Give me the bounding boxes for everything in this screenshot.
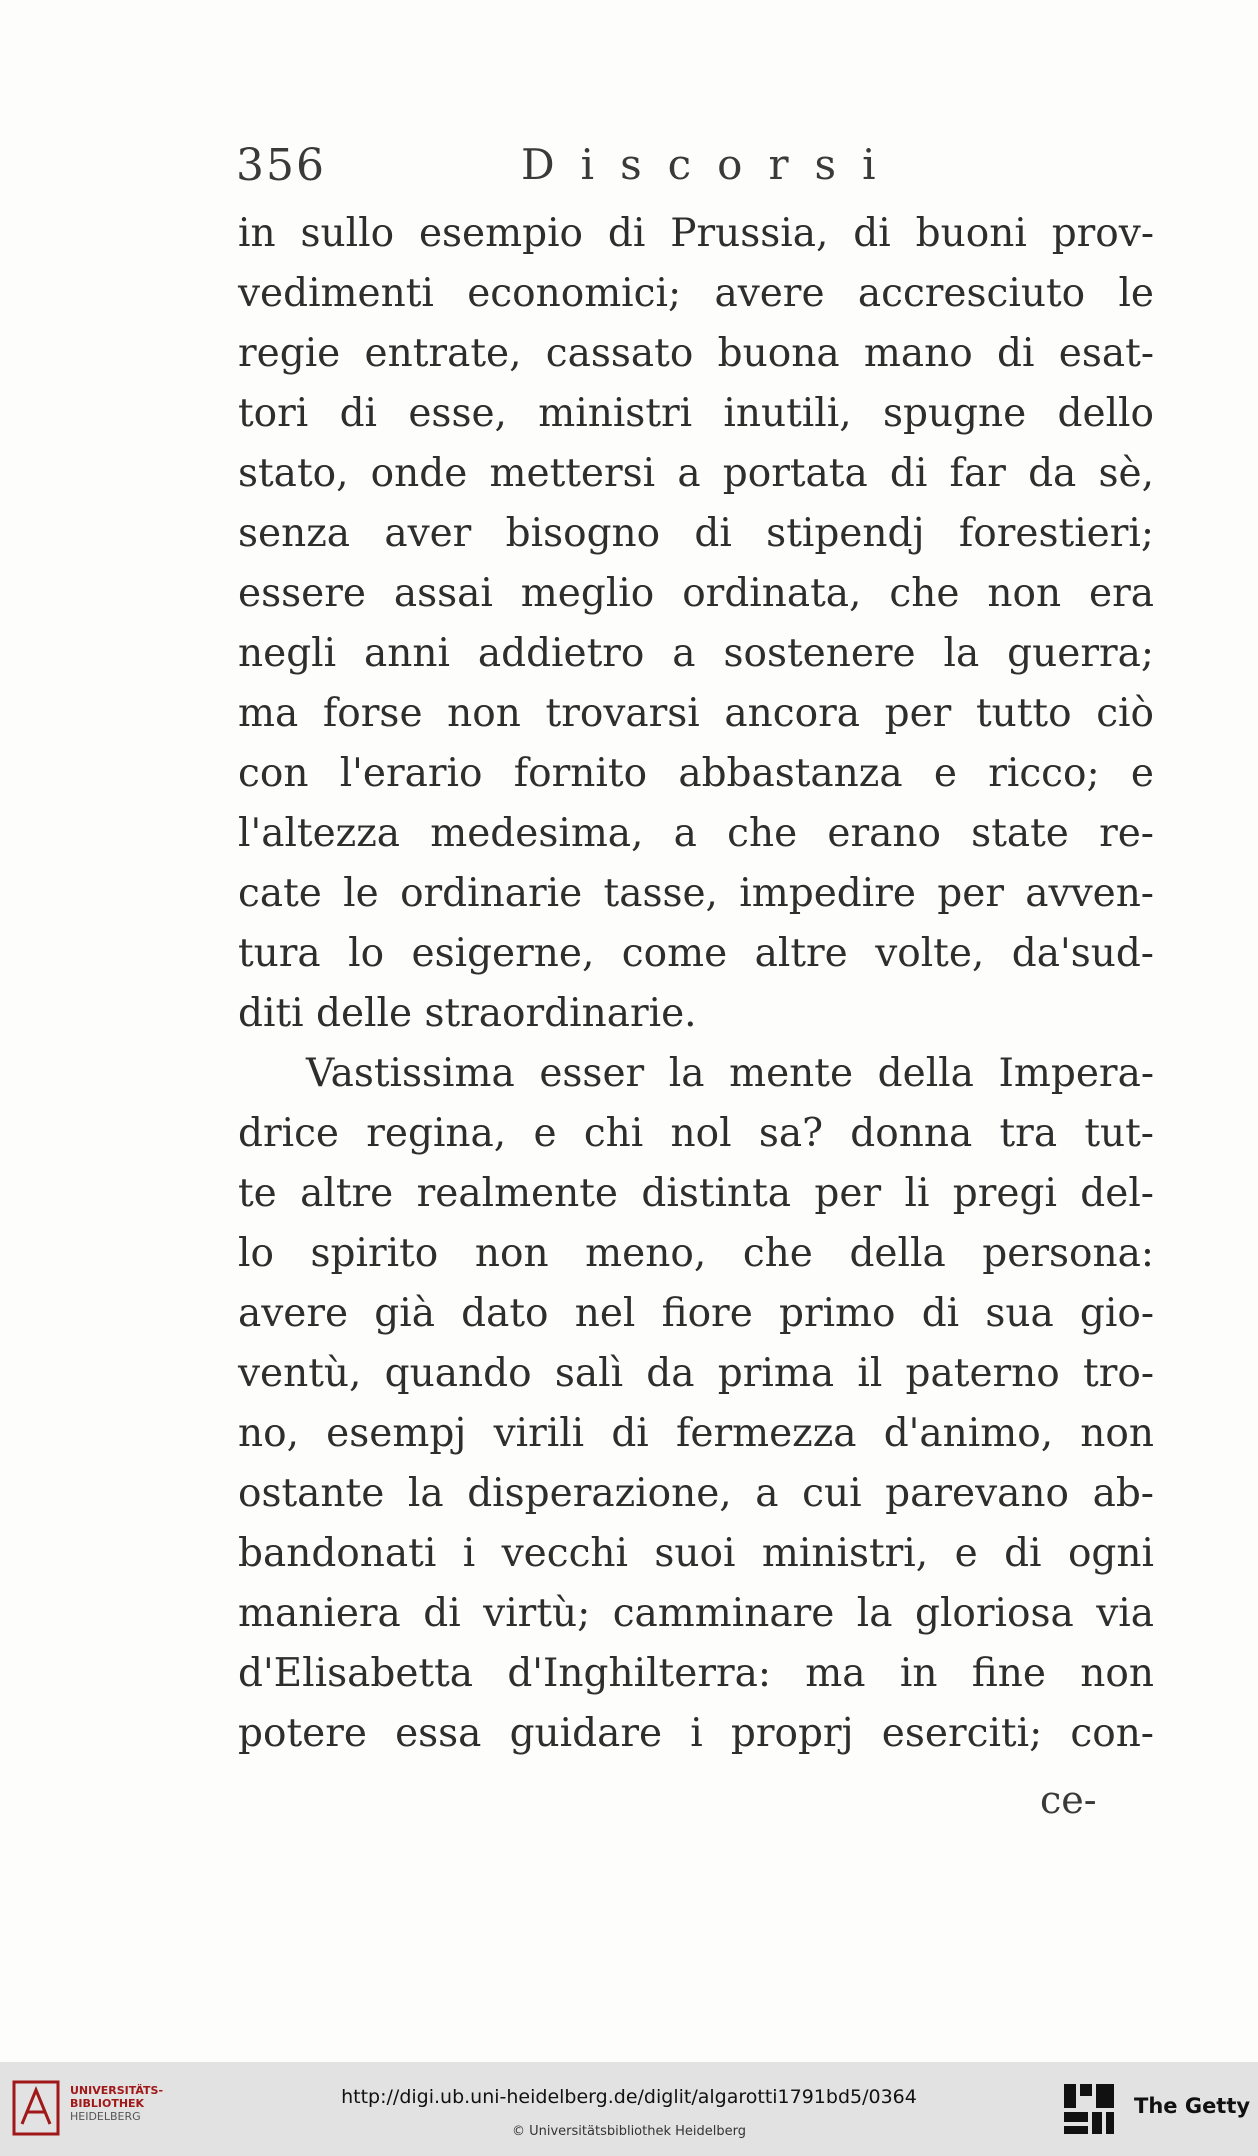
text-line: d'Elisabetta d'Inghilterra: ma in fine non <box>238 1651 1154 1696</box>
text-line: negli anni addietro a sostenere la guerra; <box>238 631 1154 676</box>
paragraph-start-line: Vastissima esser la mente della Impera- <box>306 1051 1154 1096</box>
running-head: Discorsi <box>521 140 902 189</box>
copyright-notice: © Universitätsbibliothek Heidelberg <box>511 2124 746 2139</box>
body-text <box>238 204 1154 1764</box>
text-line: potere essa guidare i proprj eserciti; con- <box>238 1711 1154 1756</box>
text-line: lo spirito non meno, che della persona: <box>238 1231 1154 1276</box>
text-line: in sullo esempio di Prussia, di buoni prov- <box>238 211 1154 256</box>
partner-name: The Getty <box>1134 2094 1251 2118</box>
page-header <box>236 140 1156 196</box>
text-line: regie entrate, cassato buona mano di esat- <box>238 331 1154 376</box>
text-line: tura lo esigerne, come altre volte, da'sud- <box>238 931 1154 976</box>
catchword: ce- <box>1040 1778 1097 1822</box>
text-line: maniera di virtù; camminare la gloriosa via <box>238 1591 1154 1636</box>
text-line: con l'erario fornito abbastanza e ricco; e <box>238 751 1154 796</box>
getty-logo-icon <box>1060 2080 1118 2138</box>
text-line: cate le ordinarie tasse, impedire per avven- <box>238 871 1154 916</box>
text-line: ostante la disperazione, a cui parevano ab- <box>238 1471 1154 1516</box>
text-line: ma forse non trovarsi ancora per tutto ciò <box>238 691 1154 736</box>
text-line: ventù, quando salì da prima il paterno tro- <box>238 1351 1154 1396</box>
text-line: bandonati i vecchi suoi ministri, e di ogni <box>238 1531 1154 1576</box>
text-line: tori di esse, ministri inutili, spugne dello <box>238 391 1154 436</box>
text-line: avere già dato nel fiore primo di sua gio- <box>238 1291 1154 1336</box>
permalink[interactable]: http://digi.ub.uni-heidelberg.de/diglit/algarotti1791bd5/0364 <box>341 2086 917 2108</box>
text-line: drice regina, e chi nol sa? donna tra tut- <box>238 1111 1154 1156</box>
text-line: diti delle straordinarie. <box>238 991 697 1036</box>
text-line: essere assai meglio ordinata, che non era <box>238 571 1154 616</box>
text-line: vedimenti economici; avere accresciuto le <box>238 271 1154 316</box>
footer-bar <box>0 2062 1258 2156</box>
institution-name: UNIVERSITÄTS- BIBLIOTHEK HEIDELBERG <box>70 2084 164 2123</box>
text-line: l'altezza medesima, a che erano state re- <box>238 811 1154 856</box>
text-line: senza aver bisogno di stipendj forestieri; <box>238 511 1154 556</box>
text-line: no, esempj virili di fermezza d'animo, non <box>238 1411 1154 1456</box>
page-number: 356 <box>236 140 326 191</box>
text-line: te altre realmente distinta per li pregi del- <box>238 1171 1154 1216</box>
text-line: stato, onde mettersi a portata di far da sè, <box>238 451 1154 496</box>
